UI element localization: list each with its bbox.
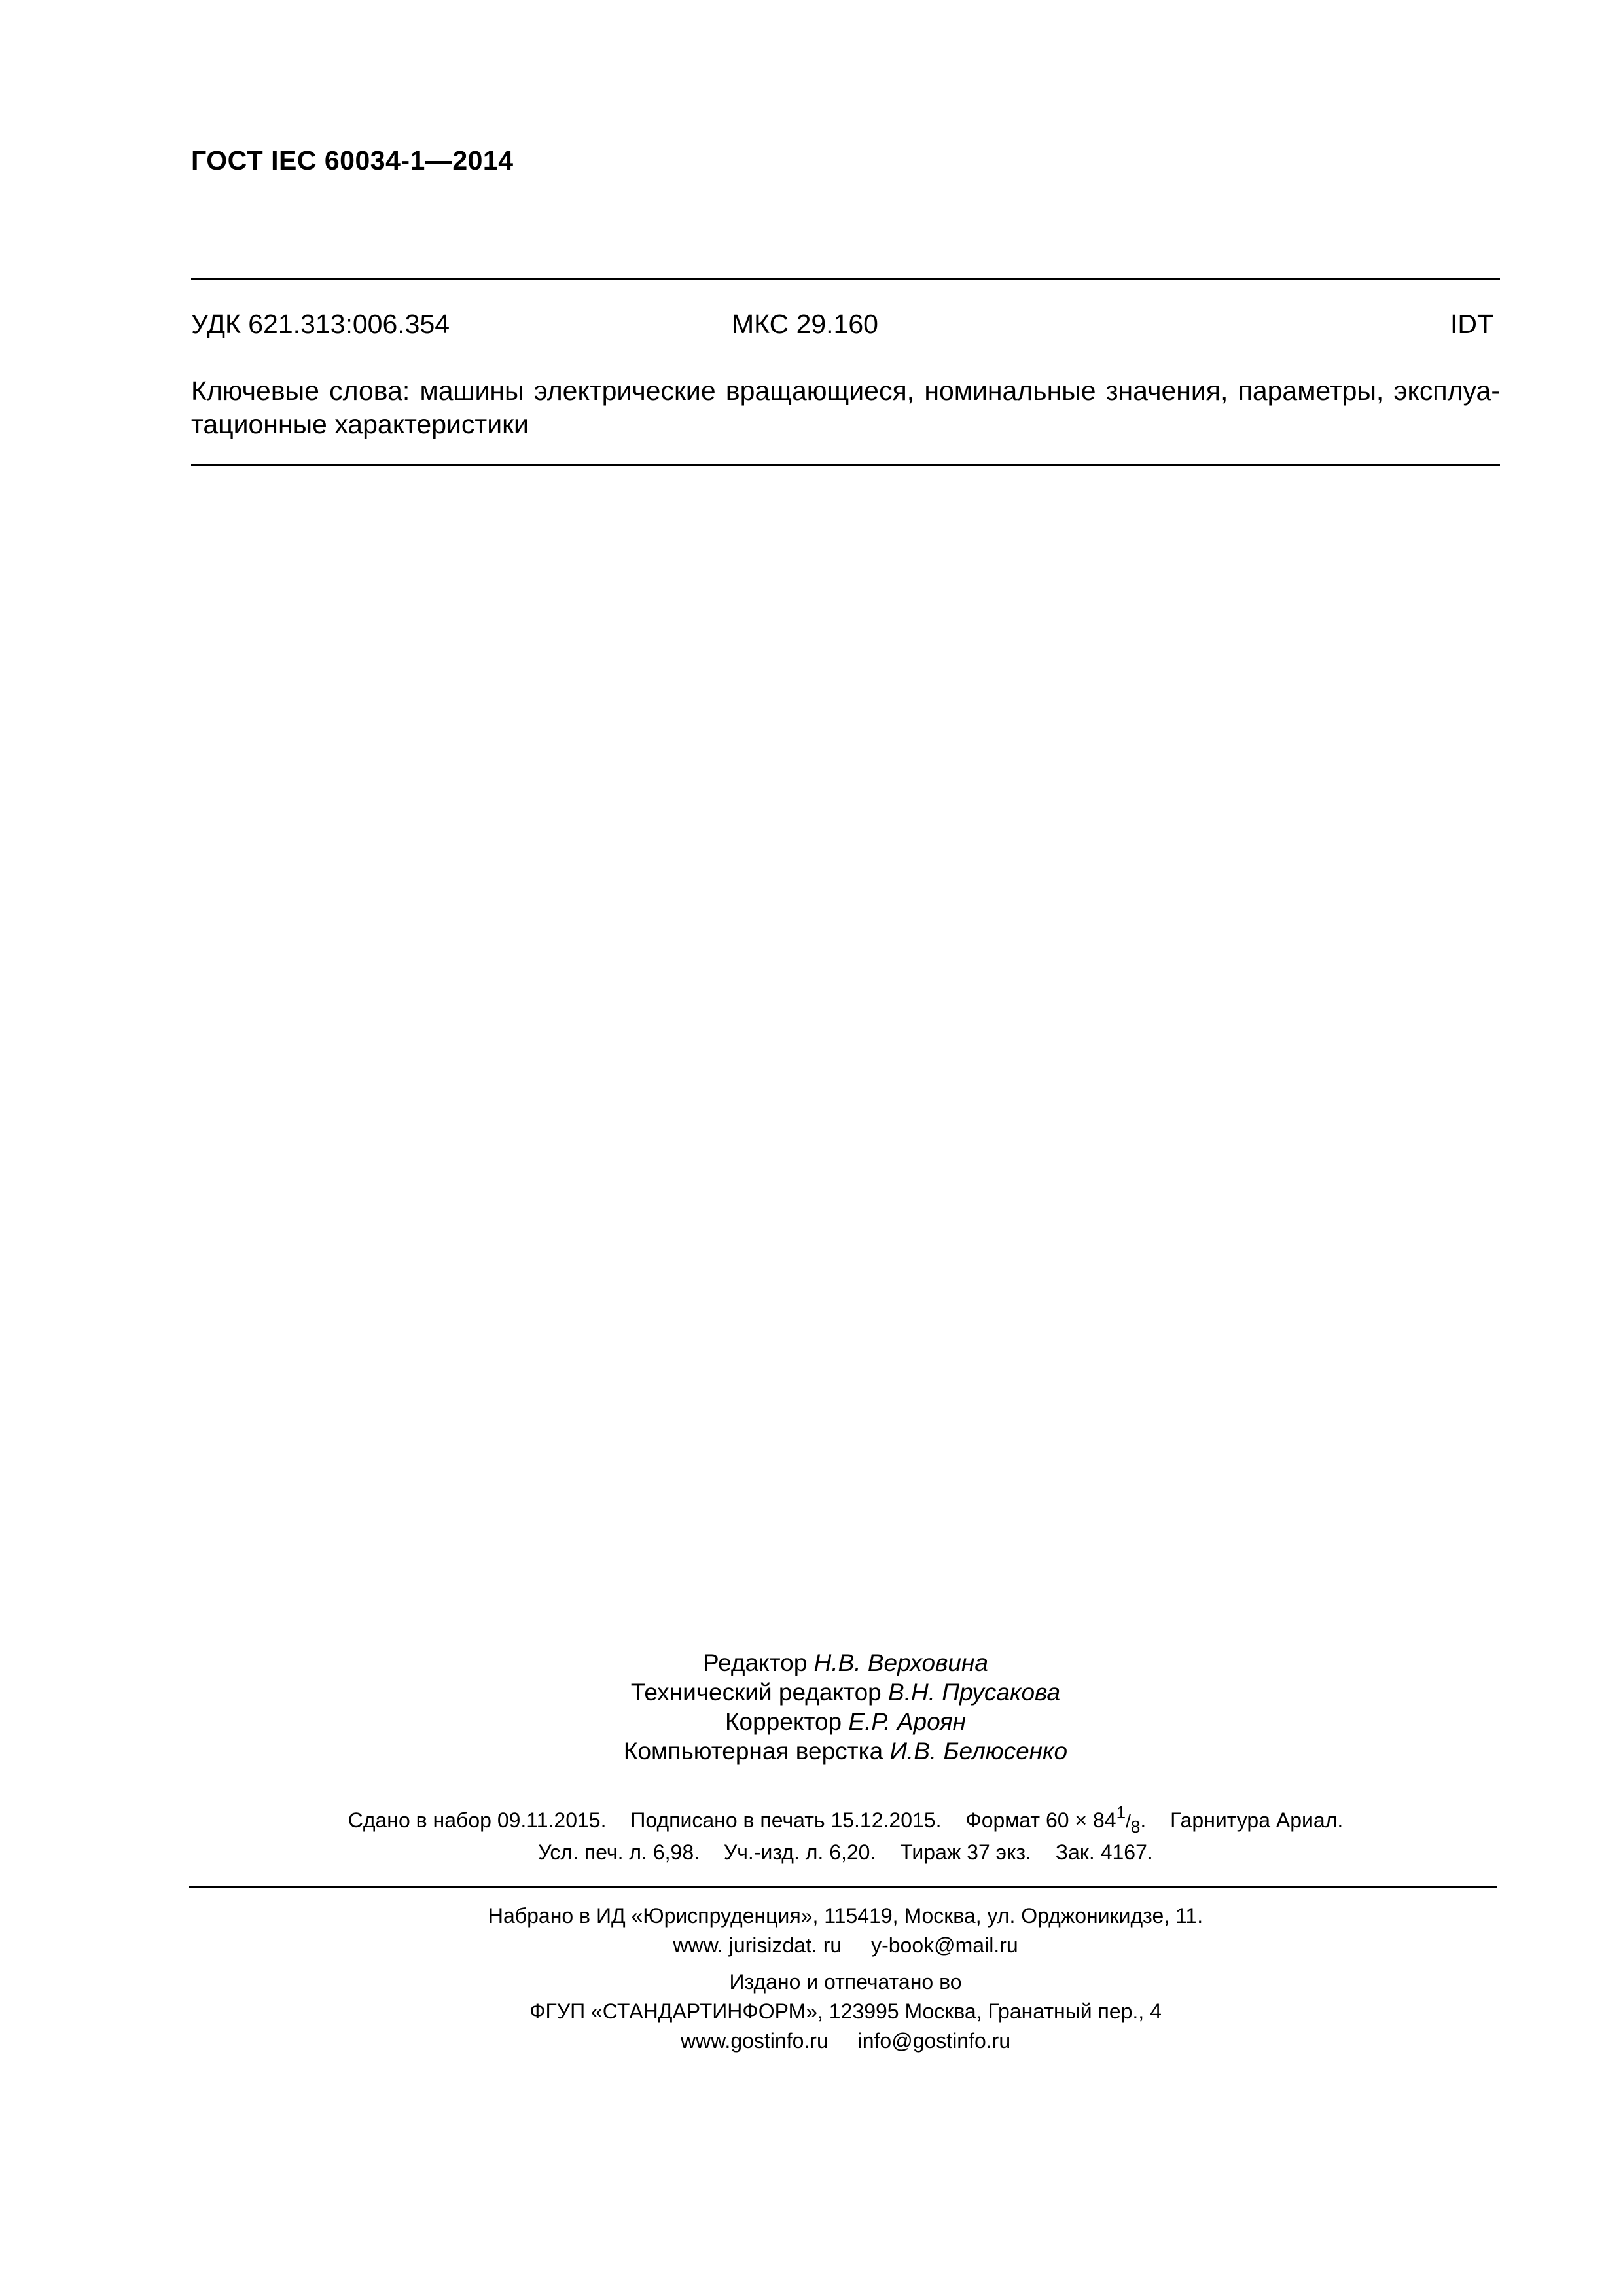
format-suffix: . (1140, 1808, 1147, 1832)
keywords-line: Ключевые слова: машины электрические вращающиеся, номинальные значения, параметры, эксплуа- (191, 376, 1500, 406)
typeset-contacts (191, 1931, 1500, 1960)
order-number: Зак. 4167. (1055, 1840, 1153, 1864)
paper-format (965, 1803, 1146, 1837)
published-label: Издано и отпечатано во (729, 1970, 962, 1994)
imprint-block (191, 1901, 1500, 2056)
circulation: Тираж 37 экз. (900, 1840, 1031, 1864)
credit-role: Редактор (703, 1649, 808, 1676)
top-divider (191, 278, 1500, 280)
format-prefix: Формат 60 × 84 (965, 1808, 1116, 1832)
keywords-block (191, 374, 1500, 441)
credit-line (191, 1648, 1500, 1677)
format-denominator: 8 (1130, 1817, 1141, 1837)
format-numerator: 1 (1116, 1803, 1126, 1822)
print-run-line (191, 1840, 1500, 1865)
credit-person: И.В. Белюсенко (889, 1738, 1068, 1765)
credit-line (191, 1707, 1500, 1736)
signed-date: Подписано в печать 15.12.2015. (630, 1808, 942, 1832)
print-sheets: Усл. печ. л. 6,98. (538, 1840, 700, 1864)
publisher-contacts (191, 2026, 1500, 2056)
credit-role: Корректор (724, 1708, 842, 1735)
standard-designation: ГОСТ IEC 60034-1—2014 (191, 145, 514, 175)
mks-code: МКС 29.160 (732, 309, 878, 339)
classification-row (191, 309, 1500, 346)
imprint-divider (189, 1886, 1497, 1888)
format-fraction: $^1/_8$ (1116, 1803, 1141, 1837)
keywords-line: тационные характеристики (191, 409, 529, 439)
credit-line (191, 1736, 1500, 1766)
udk-code: УДК 621.313:006.354 (191, 309, 450, 339)
submitted-date: Сдано в набор 09.11.2015. (348, 1808, 607, 1832)
keywords-divider (191, 464, 1500, 466)
typeset-email-link[interactable]: y-book@mail.ru (871, 1933, 1018, 1957)
typeface: Гарнитура Ариал. (1170, 1808, 1344, 1832)
credit-line (191, 1677, 1500, 1707)
credit-role: Компьютерная верстка (623, 1738, 883, 1765)
spacer (191, 1960, 1500, 1967)
publisher-email-link[interactable]: info@gostinfo.ru (857, 2029, 1011, 2053)
publisher-website-link[interactable]: www.gostinfo.ru (680, 2029, 829, 2053)
credit-person: Е.Р. Ароян (848, 1708, 967, 1735)
publication-details-line (191, 1803, 1500, 1837)
credit-person: Н.В. Верховина (813, 1649, 988, 1676)
credits-block (191, 1648, 1500, 1766)
publisher-address: ФГУП «СТАНДАРТИНФОРМ», 123995 Москва, Гранатный пер., 4 (529, 2000, 1162, 2023)
credit-person: В.Н. Прусакова (888, 1679, 1061, 1706)
typeset-by: Набрано в ИД «Юриспруденция», 115419, Москва, ул. Орджоникидзе, 11. (488, 1904, 1204, 1928)
edition-sheets: Уч.-изд. л. 6,20. (723, 1840, 876, 1864)
equivalence-degree: IDT (1450, 309, 1493, 339)
credit-role: Технический редактор (630, 1679, 882, 1706)
typeset-website-link[interactable]: www. jurisizdat. ru (673, 1933, 842, 1957)
